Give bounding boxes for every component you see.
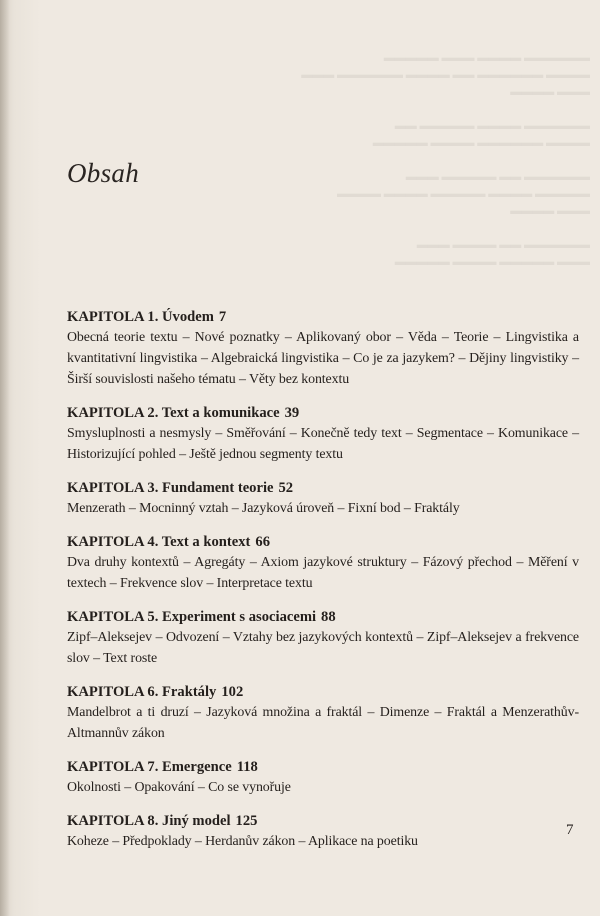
chapter-topics: Okolnosti – Opakování – Co se vynořuje <box>67 780 291 795</box>
chapter-title <box>67 532 579 552</box>
chapter-page-number: 102 <box>221 684 244 700</box>
show-through-text: ▬▬▬▬▬▬ ▬▬▬▬ ▬▬▬ ▬▬▬▬▬ ▬▬▬▬ ▬▬▬▬▬▬ ▬▬ ▬▬▬▬ ▬▬▬▬▬▬ ▬▬▬ ▬▬▬ ▬▬▬▬ ▬▬▬▬▬▬ ▬▬▬▬ ▬▬▬▬▬ ▬▬ ▬▬▬▬ ▬▬▬▬▬▬ ▬▬▬▬ ▬▬▬▬▬ ▬▬▬▬▬▬ ▬▬ ▬▬▬▬▬ ▬▬▬ ▬▬▬▬▬ ▬▬▬▬ ▬▬▬▬▬ ▬▬▬▬ ▬▬▬▬ ▬▬▬ ▬▬▬▬ ▬▬▬▬▬▬ ▬▬ ▬▬▬▬ ▬▬▬ ▬▬▬ ▬▬▬▬▬ ▬▬▬▬ ▬▬▬▬▬ <box>301 52 590 268</box>
chapter-topics: Obecná teorie textu – Nové poznatky – Aplikovaný obor – Věda – Teorie – Lingvistika a kvantitativní lingvistika – Algebraická lingvistika – Co je za jazykem? – Dějiny lingvistiky – Širší souvislosti našeho tématu – Věty bez kontextu <box>67 330 579 387</box>
chapter-label: KAPITOLA 8. Jiný model <box>67 813 231 829</box>
toc-entry-chapter-7 <box>67 757 579 798</box>
chapter-label: KAPITOLA 5. Experiment s asociacemi <box>67 609 317 625</box>
chapter-title <box>67 757 579 777</box>
chapter-topics: Smysluplnosti a nesmysly – Směřování – Konečně tedy text – Segmentace – Komunikace – Historizující pohled – Ještě jednou segmenty textu <box>67 426 579 462</box>
chapter-label: KAPITOLA 2. Text a komunikace <box>67 405 280 421</box>
toc-entry-chapter-1 <box>67 307 579 390</box>
toc-entry-chapter-2 <box>67 403 579 465</box>
chapter-page-number: 7 <box>218 309 227 325</box>
chapter-page-number: 66 <box>255 534 270 550</box>
chapter-page-number: 39 <box>284 405 300 421</box>
chapter-title <box>67 811 579 831</box>
chapter-label: KAPITOLA 7. Emergence <box>67 759 232 775</box>
chapter-title <box>67 403 579 423</box>
chapter-page-number: 52 <box>278 480 294 496</box>
chapter-label: KAPITOLA 6. Fraktály <box>67 684 217 700</box>
toc-entry-chapter-3 <box>67 478 579 519</box>
toc-entry-chapter-6 <box>67 682 579 744</box>
chapter-title <box>67 307 579 327</box>
toc-entry-chapter-8 <box>67 811 579 852</box>
chapter-label: KAPITOLA 1. Úvodem <box>67 309 214 325</box>
toc-entry-chapter-5 <box>67 607 579 669</box>
chapter-topics: Koheze – Předpoklady – Herdanův zákon – Aplikace na poetiku <box>67 834 418 849</box>
table-of-contents <box>67 307 579 865</box>
chapter-topics: Zipf–Aleksejev – Odvození – Vztahy bez jazykových kontextů – Zipf–Aleksejev a frekvence slov – Text roste <box>67 630 579 666</box>
chapter-page-number: 118 <box>236 759 258 775</box>
page-heading: Obsah <box>67 158 140 189</box>
chapter-label: KAPITOLA 3. Fundament teorie <box>67 480 274 496</box>
binding-shadow <box>0 0 10 916</box>
chapter-title <box>67 682 579 702</box>
page-number: 7 <box>566 822 574 838</box>
chapter-topics: Menzerath – Mocninný vztah – Jazyková úroveň – Fixní bod – Fraktály <box>67 501 460 516</box>
chapter-page-number: 125 <box>235 813 258 829</box>
chapter-page-number: 88 <box>321 609 336 625</box>
chapter-topics: Dva druhy kontextů – Agregáty – Axiom jazykové struktury – Fázový přechod – Měření v textech – Frekvence slov – Interpretace textu <box>67 555 579 591</box>
chapter-label: KAPITOLA 4. Text a kontext <box>67 534 251 550</box>
toc-entry-chapter-4 <box>67 532 579 594</box>
chapter-title <box>67 607 579 627</box>
chapter-topics: Mandelbrot a ti druzí – Jazyková množina a fraktál – Dimenze – Fraktál a Menzerathův-Altmannův zákon <box>67 705 579 741</box>
chapter-title <box>67 478 579 498</box>
